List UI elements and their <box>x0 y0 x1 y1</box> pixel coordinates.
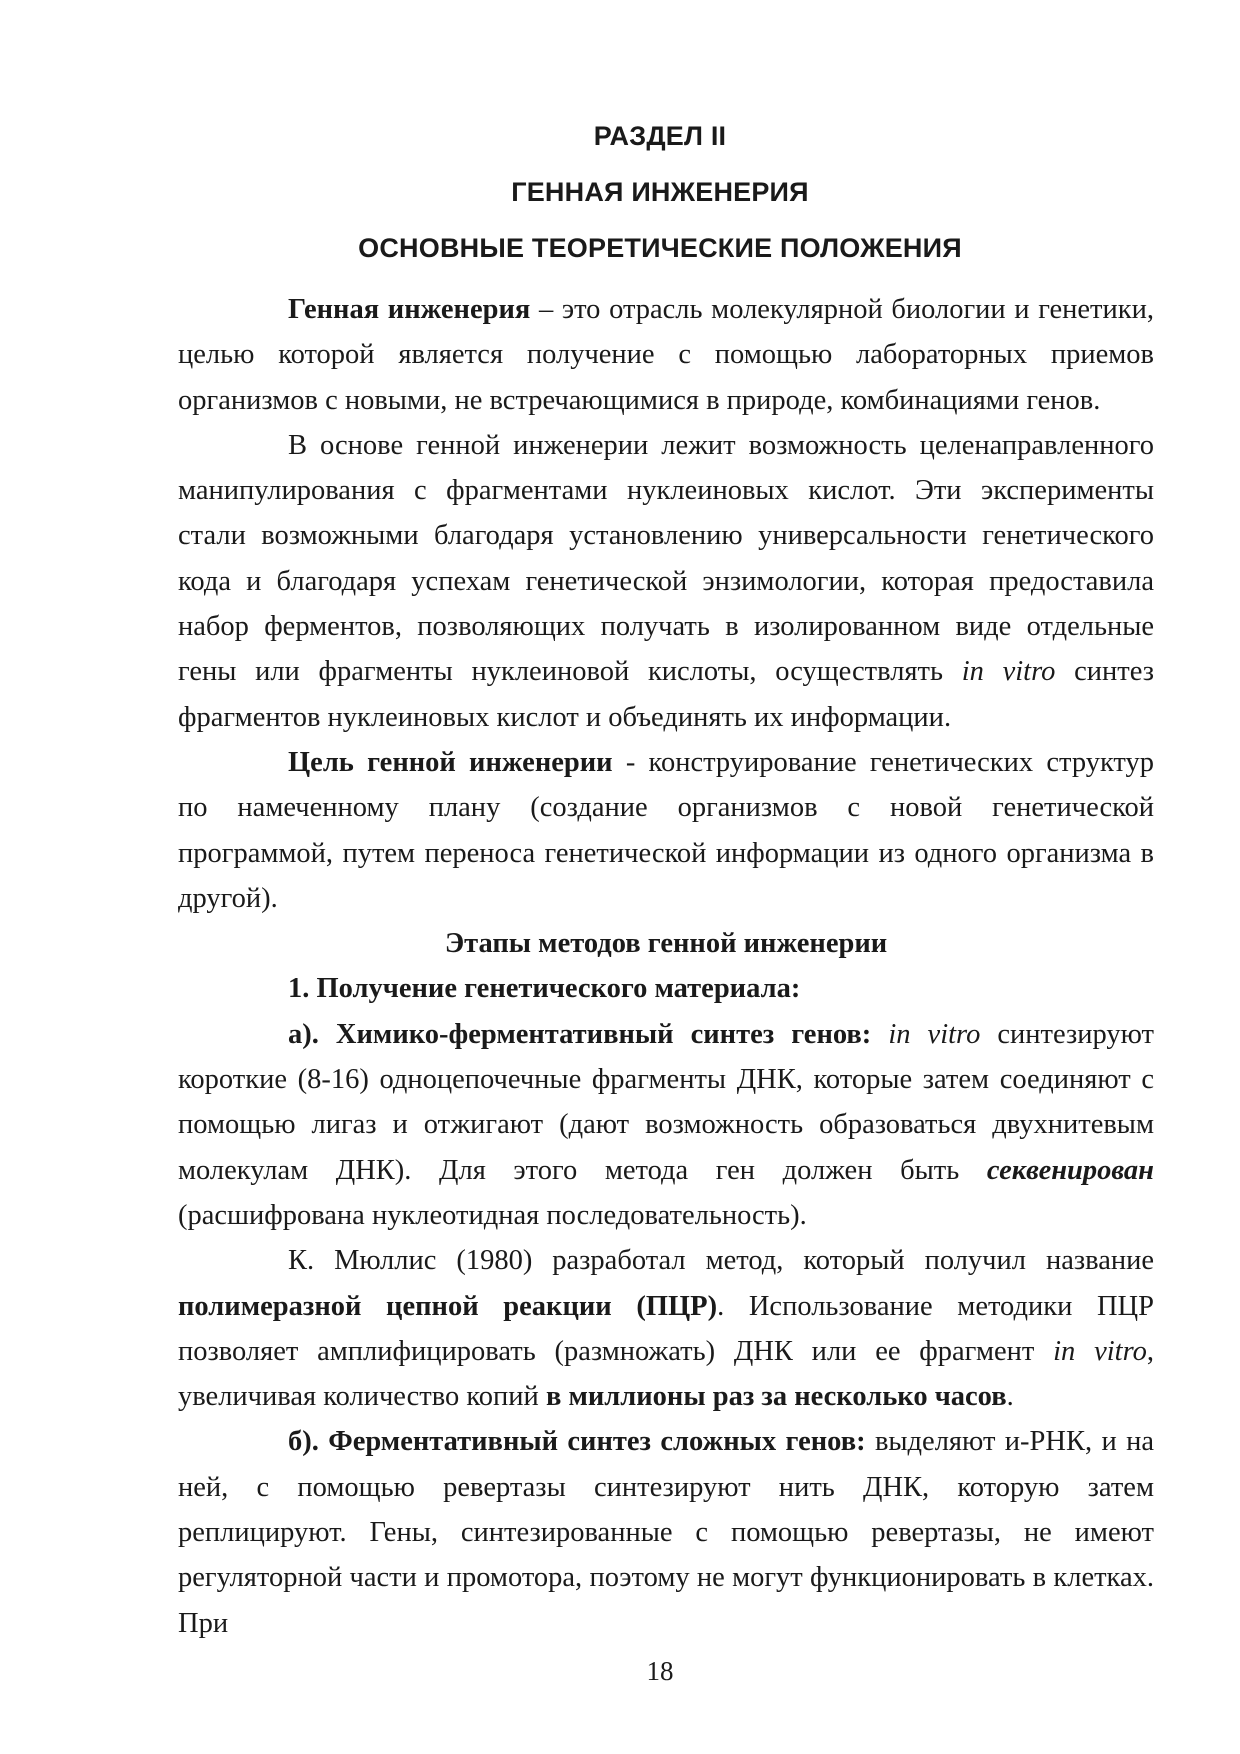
term-goal: Цель генной инженерии <box>288 746 613 778</box>
chapter-subtitle: ОСНОВНЫЕ ТЕОРЕТИЧЕСКИЕ ПОЛОЖЕНИЯ <box>358 233 962 263</box>
section-heading: РАЗДЕЛ II <box>593 121 727 151</box>
document-body <box>178 287 1154 1646</box>
paragraph-text: - конструирование генетических структур по намеченному плану (создание организмов с новой генетической программой, путем переноса генетической информации из одного организма в другой). <box>178 746 1154 914</box>
paragraph-text: выделяют и-РНК, и на ней, с помощью ревертазы синтезируют нить ДНК, которую затем реплицируют. Гены, синтезированные с помощью ревертазы, не имеют регуляторной части и промотора, поэтому не могут функционировать в клетках. При <box>178 1426 1154 1639</box>
page-number: 18 <box>646 1656 674 1686</box>
chapter-title: ГЕННАЯ ИНЖЕНЕРИЯ <box>511 177 809 207</box>
paragraph-text: . Использование методики ПЦР позволяет амплифицировать (размножать) ДНК или ее фрагмент <box>178 1290 1154 1367</box>
paragraph-text: К. Мюллис (1980) разработал метод, который получил название <box>288 1245 1154 1277</box>
italic-term: in vitro <box>1053 1335 1147 1367</box>
paragraph-pcr <box>178 1238 1154 1419</box>
paragraph-text: синтезируют короткие (8-16) одноцепочечные фрагменты ДНК, которые затем соединяют с помощью лигаз и отжигают (дают возможность образоваться двухнитевым молекулам ДНК). Для этого метода ген должен быть <box>178 1018 1154 1186</box>
bold-italic-term: секвенирован <box>986 1154 1154 1186</box>
italic-term: in vitro <box>961 656 1056 688</box>
paragraph-definition <box>178 287 1154 423</box>
term-pcr: полимеразной цепной реакции (ПЦР) <box>178 1290 718 1322</box>
paragraph-text: В основе генной инженерии лежит возможность целенаправленного манипулирования с фрагментами нуклеиновых кислот. Эти эксперименты стали возможными благодаря установлению универсальности генетического кода и благодаря успехам генетической энзимологии, которая предоставила набор ферментов, позволяющих получать в изолированном виде отдельные гены или фрагменты нуклеиновой кислоты, осуществлять <box>178 429 1154 688</box>
paragraph-goal <box>178 740 1154 921</box>
term-chemical-synthesis: а). Химико-ферментативный синтез генов: <box>288 1018 872 1050</box>
paragraph-enzymatic-synthesis <box>178 1419 1154 1645</box>
paragraph-text: , увеличивая количество копий <box>178 1335 1154 1413</box>
paragraph-text: (расшифрована нуклеотидная последовательность). <box>178 1199 807 1231</box>
paragraph-text: – это отрасль молекулярной биологии и генетики, целью которой является получение с помощью лабораторных приемов организмов с новыми, не встречающимися в природе, комбинациями генов. <box>178 294 1154 416</box>
stages-heading <box>178 921 1154 966</box>
term-enzymatic-synthesis: б). Ферментативный синтез сложных генов: <box>288 1426 866 1458</box>
paragraph-text: . <box>1006 1381 1014 1413</box>
stage-1-text: 1. Получение генетического материала: <box>288 973 801 1005</box>
paragraph-basis <box>178 423 1154 740</box>
stage-1-heading <box>178 966 1154 1011</box>
stages-heading-text: Этапы методов генной инженерии <box>444 928 888 960</box>
paragraph-chemical-synthesis <box>178 1012 1154 1238</box>
term-genetic-engineering: Генная инженерия <box>288 294 531 325</box>
bold-phrase: в миллионы раз за несколько часов <box>545 1381 1007 1413</box>
italic-term: in vitro <box>888 1018 981 1050</box>
paragraph-text: синтез фрагментов нуклеиновых кислот и объединять их информации. <box>178 656 1154 733</box>
